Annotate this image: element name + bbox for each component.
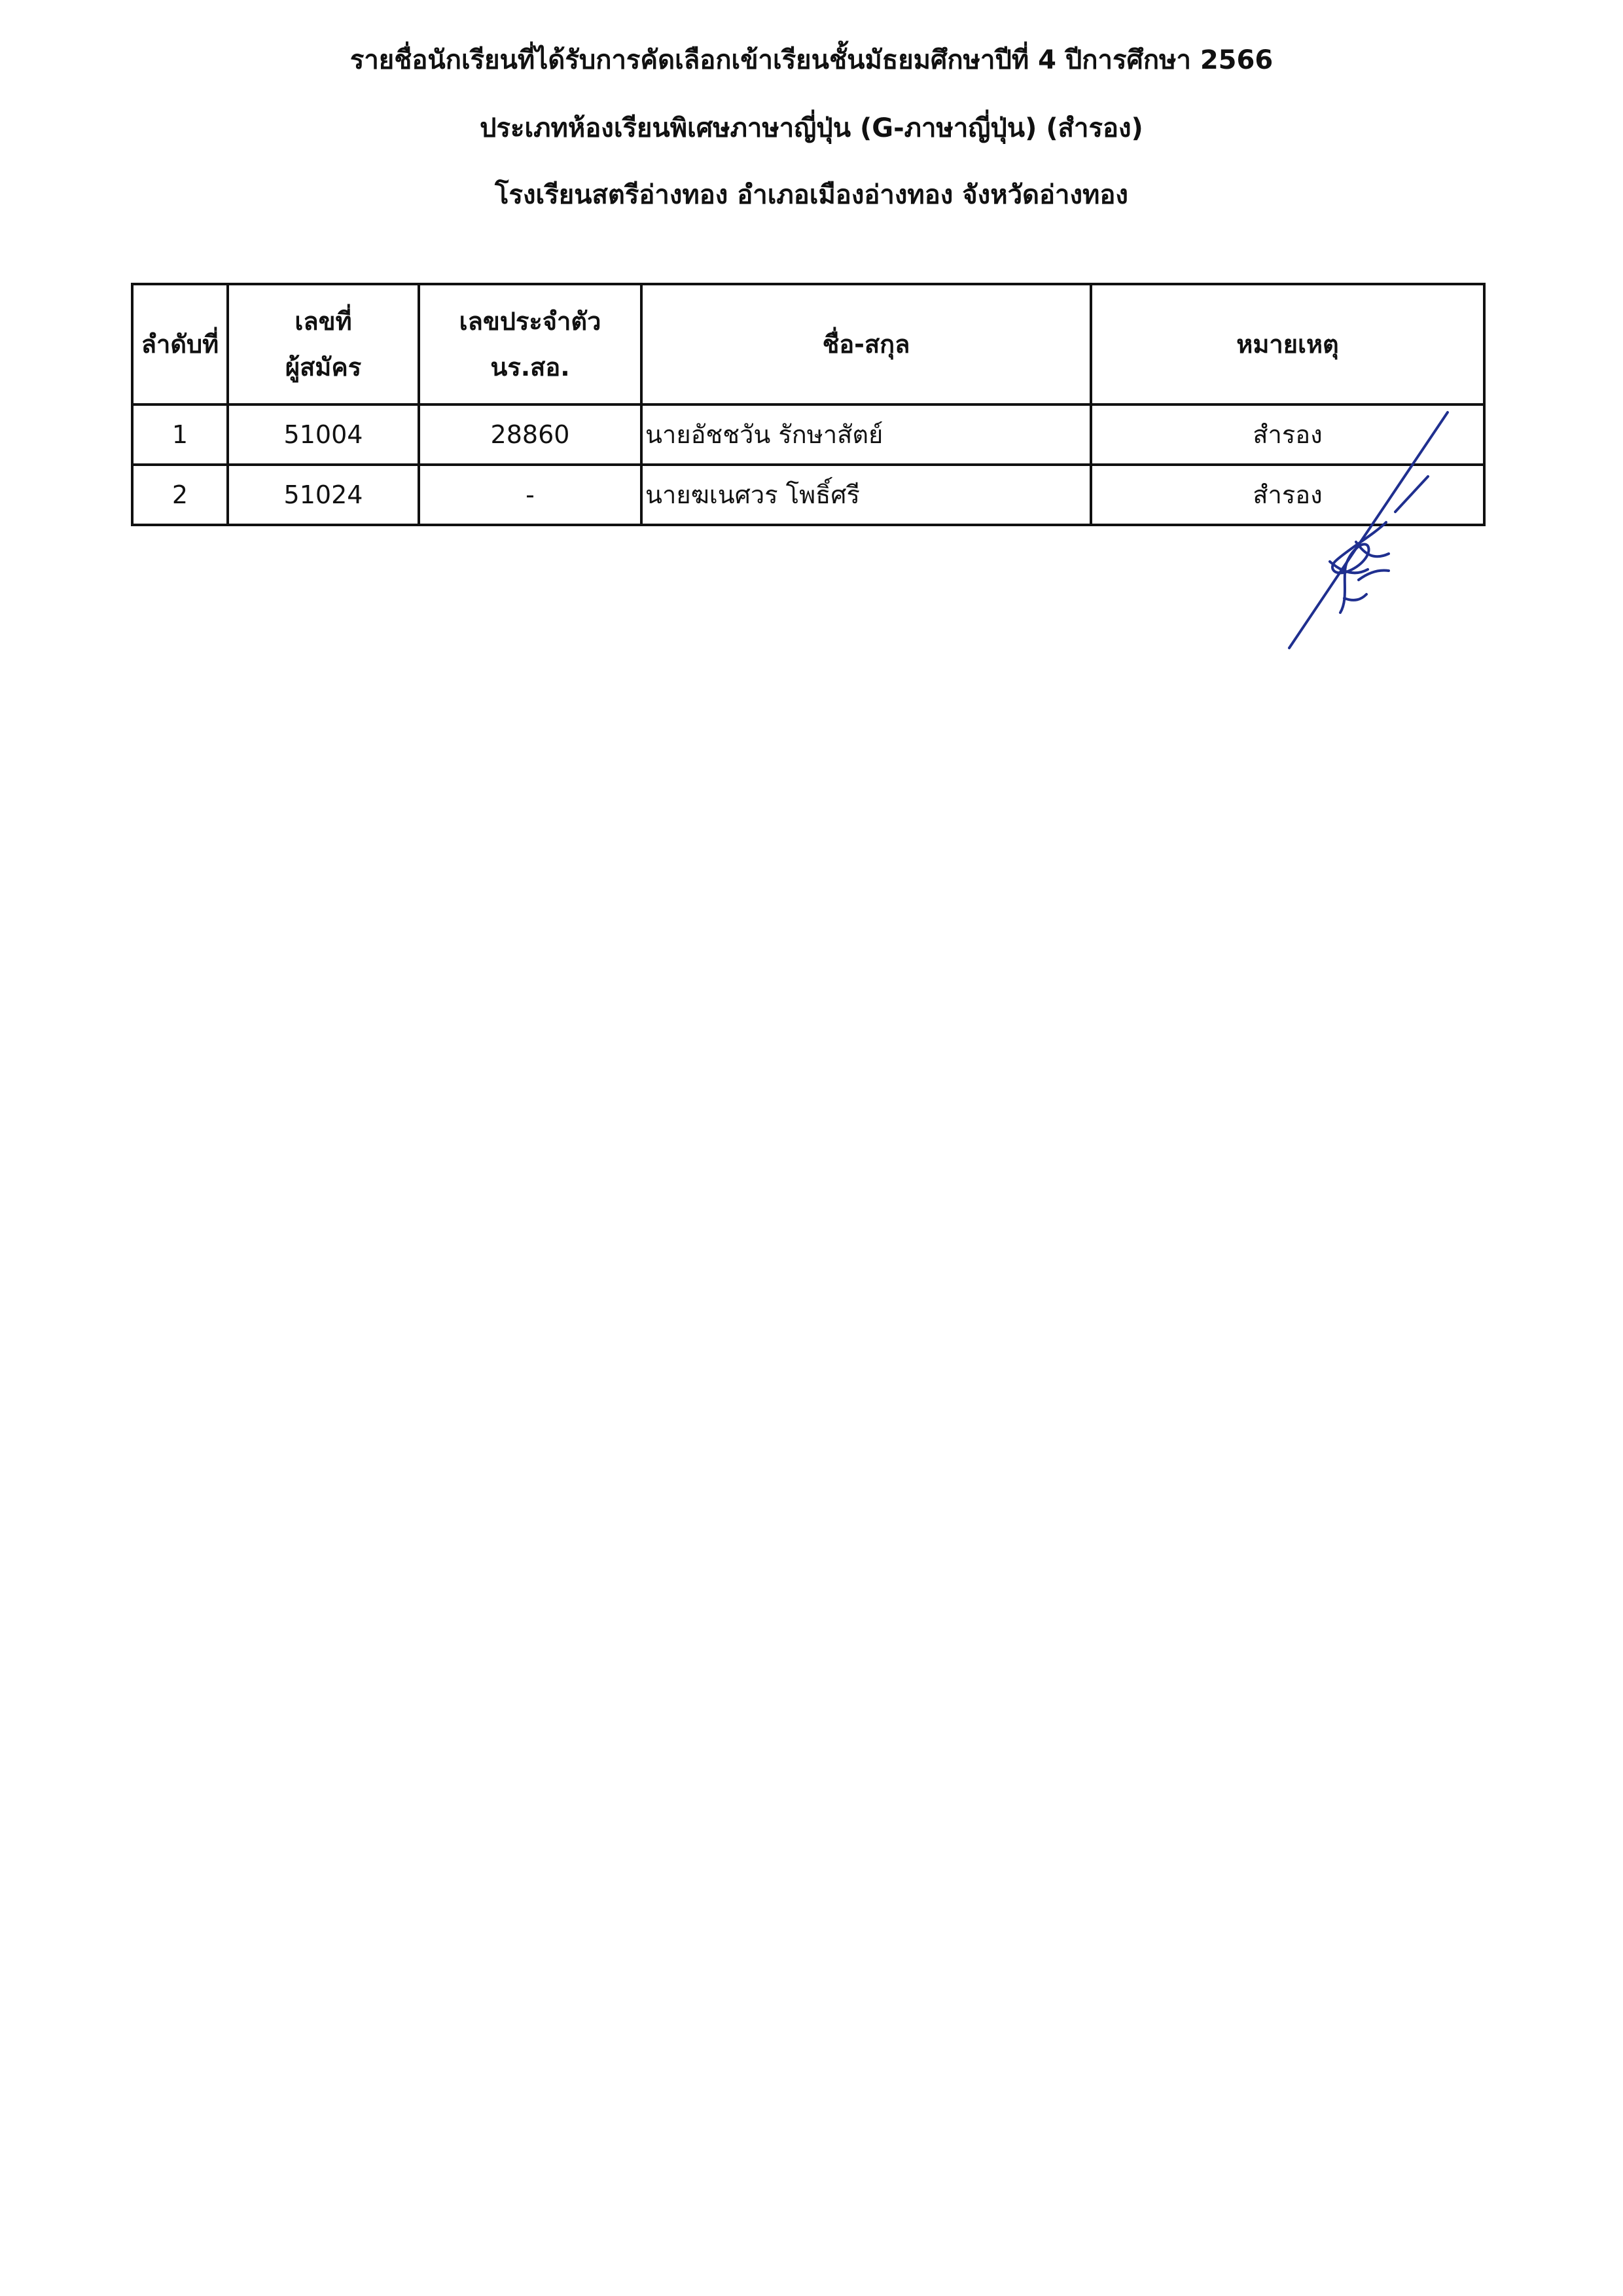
cell-student-id: - (419, 465, 641, 525)
header-student-id-line-2: นร.สอ. (490, 353, 570, 382)
table-header-row (132, 284, 1484, 404)
cell-applicant-number: 51024 (228, 465, 419, 525)
cell-student-id: 28860 (419, 404, 641, 465)
cell-order: 2 (132, 465, 228, 525)
header-student-id-line-1: เลขประจำตัว (459, 307, 601, 336)
header-applicant-number-line-1: เลขที่ (294, 307, 352, 336)
cell-order: 1 (132, 404, 228, 465)
cell-remark: สำรอง (1091, 404, 1484, 465)
document-title-line-1: รายชื่อนักเรียนที่ได้รับการคัดเลือกเข้าเรียนชั้นมัธยมศึกษาปีที่ 4 ปีการศึกษา 2566 (349, 45, 1274, 75)
cell-remark: สำรอง (1091, 465, 1484, 525)
header-name: ชื่อ-สกุล (641, 284, 1091, 404)
cell-name: นายอัชชวัน รักษาสัตย์ (641, 404, 1091, 465)
header-order: ลำดับที่ (132, 284, 228, 404)
document-title-line-3: โรงเรียนสตรีอ่างทอง อำเภอเมืองอ่างทอง จังหวัดอ่างทอง (495, 180, 1128, 210)
handwritten-signature (1276, 406, 1459, 655)
header-remark: หมายเหตุ (1091, 284, 1484, 404)
cell-name: นายฆเนศวร โพธิ์ศรี (641, 465, 1091, 525)
cell-applicant-number: 51004 (228, 404, 419, 465)
document-title-line-2: ประเภทห้องเรียนพิเศษภาษาญี่ปุ่น (G-ภาษาญี่ปุ่น) (สำรอง) (480, 113, 1143, 143)
header-student-id (419, 284, 641, 404)
header-applicant-number (228, 284, 419, 404)
header-applicant-number-line-2: ผู้สมัคร (285, 353, 362, 382)
